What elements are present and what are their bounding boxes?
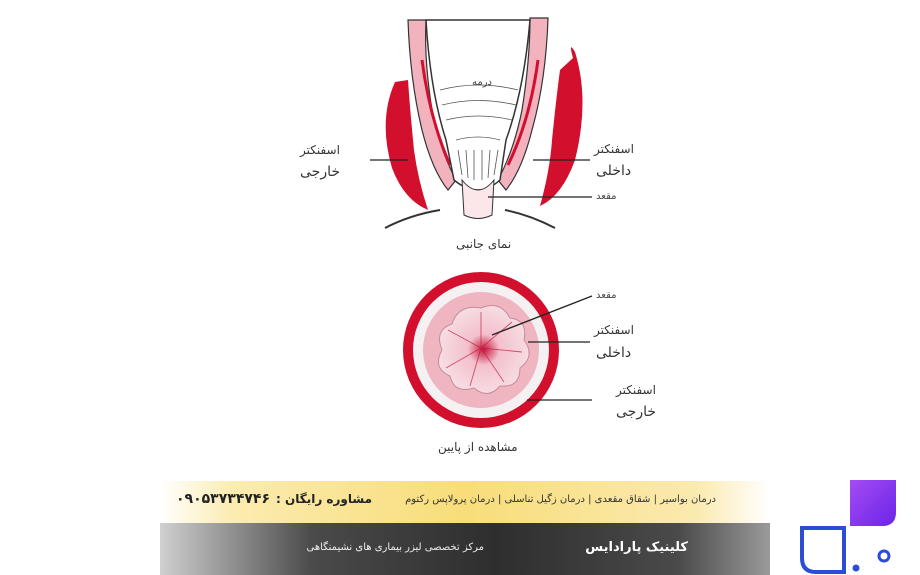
- free-consult-label: مشاوره رایگان :: [276, 492, 373, 506]
- internal-sphincter-label-bottom-line2: داخلی: [596, 345, 632, 361]
- internal-sphincter-label-side-line2: داخلی: [596, 163, 632, 179]
- external-sphincter-label-side-line2: خارجی: [300, 164, 341, 180]
- bottom-view-illustration: [403, 272, 592, 428]
- clinic-tagline: مرکز تخصصی لیزر بیماری های نشیمنگاهی: [306, 542, 484, 553]
- bottom-view-caption: مشاهده از پایین: [438, 440, 518, 454]
- anus-label-bottom: مقعد: [596, 290, 617, 301]
- side-view-illustration: [370, 18, 592, 228]
- internal-sphincter-label-bottom-line1: اسفنکتر: [594, 323, 634, 337]
- paradise-clinic-logo-icon: [798, 478, 900, 575]
- side-view-caption: نمای جانبی: [456, 237, 512, 251]
- anus-label-side: مقعد: [596, 191, 617, 202]
- rectum-label: درمه: [472, 77, 492, 88]
- external-sphincter-label-bottom-line2: خارجی: [616, 404, 657, 420]
- clinic-name: کلینیک پارادایس: [585, 540, 688, 555]
- external-sphincter-right: [540, 47, 583, 206]
- external-sphincter-label-side-line1: اسفنکتر: [300, 143, 340, 157]
- external-sphincter-label-bottom-line1: اسفنکتر: [616, 383, 656, 397]
- phone-number[interactable]: ۰۹۰۵۳۷۳۴۷۴۶: [176, 491, 270, 507]
- services-list: درمان بواسیر | شقاق مقعدی | درمان زگیل تناسلی | درمان پرولاپس رکتوم: [405, 494, 716, 505]
- internal-sphincter-label-side-line1: اسفنکتر: [594, 142, 634, 156]
